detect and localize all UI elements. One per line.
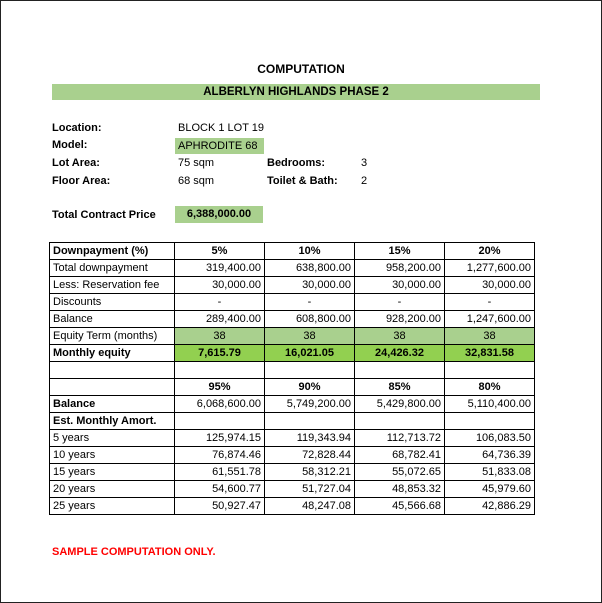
table-cell: 30,000.00 <box>445 277 535 294</box>
table-cell: - <box>355 294 445 311</box>
table-cell: - <box>445 294 535 311</box>
table-cell: 5% <box>175 243 265 260</box>
table-cell <box>50 379 175 396</box>
table-row <box>50 464 535 481</box>
floor-area-value: 68 sqm <box>178 175 215 187</box>
table-cell: 45,979.60 <box>445 481 535 498</box>
table-row <box>50 481 535 498</box>
table-cell: Est. Monthly Amort. <box>50 413 175 430</box>
computation-table <box>49 242 535 515</box>
table-cell: 38 <box>175 328 265 345</box>
table-cell: 25 years <box>50 498 175 515</box>
bedrooms-value: 3 <box>361 157 368 169</box>
table-cell: 20 years <box>50 481 175 498</box>
disclaimer-note: SAMPLE COMPUTATION ONLY. <box>52 546 216 558</box>
table-cell: 7,615.79 <box>175 345 265 362</box>
table-cell: 30,000.00 <box>355 277 445 294</box>
table-cell: - <box>265 294 355 311</box>
table-cell: Less: Reservation fee <box>50 277 175 294</box>
table-cell: 1,277,600.00 <box>445 260 535 277</box>
table-row <box>50 294 535 311</box>
table-row <box>50 311 535 328</box>
table-cell: 64,736.39 <box>445 447 535 464</box>
spacer-row <box>50 362 535 379</box>
model-value: APHRODITE 68 <box>175 138 264 154</box>
table-cell: 58,312.21 <box>265 464 355 481</box>
tcp-label: Total Contract Price <box>52 209 156 221</box>
table-cell: Discounts <box>50 294 175 311</box>
table-cell: 95% <box>175 379 265 396</box>
table-cell: 54,600.77 <box>175 481 265 498</box>
table-cell: 48,247.08 <box>265 498 355 515</box>
table-cell: 119,343.94 <box>265 430 355 447</box>
table-cell: Monthly equity <box>50 345 175 362</box>
table-cell: 15 years <box>50 464 175 481</box>
table-cell: 90% <box>265 379 355 396</box>
est-amort-row <box>50 413 535 430</box>
amort-header-row <box>50 379 535 396</box>
table-cell: 38 <box>355 328 445 345</box>
table-cell: 5,110,400.00 <box>445 396 535 413</box>
table-cell: 16,021.05 <box>265 345 355 362</box>
table-cell: 68,782.41 <box>355 447 445 464</box>
table-cell: 10 years <box>50 447 175 464</box>
table-cell: 5,749,200.00 <box>265 396 355 413</box>
table-cell: 38 <box>265 328 355 345</box>
project-name: ALBERLYN HIGHLANDS PHASE 2 <box>52 84 540 100</box>
table-cell: Downpayment (%) <box>50 243 175 260</box>
table-cell: 319,400.00 <box>175 260 265 277</box>
table-cell: 125,974.15 <box>175 430 265 447</box>
table-cell: 6,068,600.00 <box>175 396 265 413</box>
table-cell: 30,000.00 <box>175 277 265 294</box>
table-row <box>50 260 535 277</box>
table-cell: 55,072.65 <box>355 464 445 481</box>
table-cell: 51,727.04 <box>265 481 355 498</box>
table-cell: Balance <box>50 311 175 328</box>
location-label: Location: <box>52 122 102 134</box>
table-cell: Balance <box>50 396 175 413</box>
table-row <box>50 447 535 464</box>
table-cell: 72,828.44 <box>265 447 355 464</box>
table-cell: 42,886.29 <box>445 498 535 515</box>
lot-area-label: Lot Area: <box>52 157 100 169</box>
table-cell: 289,400.00 <box>175 311 265 328</box>
page-title: COMPUTATION <box>257 62 345 76</box>
table-cell: 51,833.08 <box>445 464 535 481</box>
table-cell: 958,200.00 <box>355 260 445 277</box>
table-cell: 48,853.32 <box>355 481 445 498</box>
monthly-equity-row <box>50 345 535 362</box>
table-cell: Total downpayment <box>50 260 175 277</box>
table-cell: 15% <box>355 243 445 260</box>
table-cell: 112,713.72 <box>355 430 445 447</box>
balance-row <box>50 396 535 413</box>
table-cell: 5,429,800.00 <box>355 396 445 413</box>
table-cell: 50,927.47 <box>175 498 265 515</box>
table-cell: 608,800.00 <box>265 311 355 328</box>
table-cell: 30,000.00 <box>265 277 355 294</box>
table-cell: 106,083.50 <box>445 430 535 447</box>
table-row <box>50 498 535 515</box>
location-value: BLOCK 1 LOT 19 <box>178 122 265 134</box>
table-cell: 24,426.32 <box>355 345 445 362</box>
table-cell: 32,831.58 <box>445 345 535 362</box>
floor-area-label: Floor Area: <box>52 175 111 187</box>
table-cell: 1,247,600.00 <box>445 311 535 328</box>
lot-area-value: 75 sqm <box>178 157 215 169</box>
table-cell: 85% <box>355 379 445 396</box>
table-cell: 76,874.46 <box>175 447 265 464</box>
table-cell: 38 <box>445 328 535 345</box>
table-cell: 10% <box>265 243 355 260</box>
equity-term-row <box>50 328 535 345</box>
table-cell: 928,200.00 <box>355 311 445 328</box>
table-cell: 80% <box>445 379 535 396</box>
bedrooms-label: Bedrooms: <box>267 157 326 169</box>
table-cell: Equity Term (months) <box>50 328 175 345</box>
table-cell: - <box>175 294 265 311</box>
toilet-value: 2 <box>361 175 368 187</box>
model-label: Model: <box>52 139 88 151</box>
table-cell: 5 years <box>50 430 175 447</box>
dp-header-row <box>50 243 535 260</box>
table-row <box>50 277 535 294</box>
table-row <box>50 430 535 447</box>
table-cell: 45,566.68 <box>355 498 445 515</box>
tcp-value: 6,388,000.00 <box>175 206 263 223</box>
table-cell: 20% <box>445 243 535 260</box>
table-cell: 61,551.78 <box>175 464 265 481</box>
table-cell: 638,800.00 <box>265 260 355 277</box>
toilet-label: Toilet & Bath: <box>267 175 338 187</box>
